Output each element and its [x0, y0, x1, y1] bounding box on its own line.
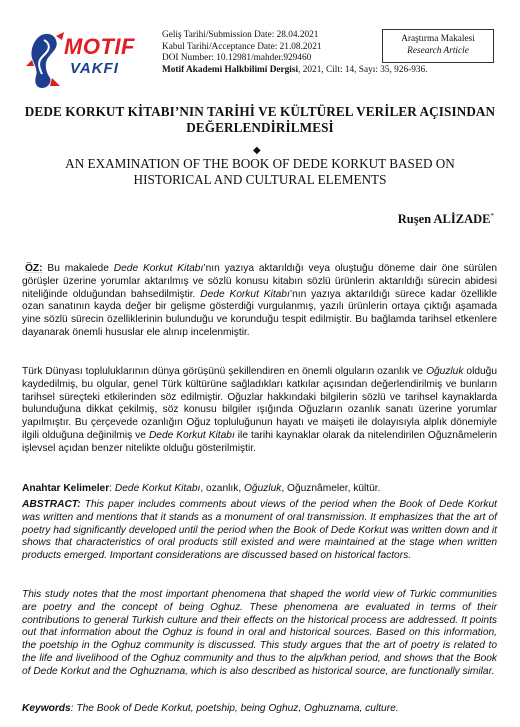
abstract-english-paragraph-1: [22, 499, 497, 563]
p2-book-title: Dede Korkut Kitabı: [148, 429, 235, 441]
keywords-tr-text: , Oğuznâmeler, kültür.: [281, 483, 381, 494]
article-type-en: Research Article: [407, 46, 469, 56]
p2-text: Türk Dünyası topluluklarının dünya görüşünü şekillendiren en önemli olguların ozanlık ve: [22, 366, 427, 377]
keywords-tr-text: :: [109, 483, 115, 494]
p2-text: ile tarihi kaynaklar olarak da nitelendirilen Oğuznâmelerin işlevsel açıdan benzer nitelikte olduğu gösterilmiştir.: [22, 429, 497, 454]
article-type-tr: Araştırma Makalesi: [401, 34, 475, 44]
keywords-en-label: Keywords: [22, 703, 71, 714]
abstract-english-paragraph-2: This study notes that the most important phenomena that shaped the world view of Turkic communities are poetry and the concept of being Oghuz. These phenomena are evaluated in terms of their contributions to general Turkish culture and their effects on the historical process are addressed. It points out that information about the Oghuz is found in oral and historical sources. Based on this information, the poetship in the Oghuz community is discussed. This study argues that the art of poetry is related to the life and livelihood of the Oghuz community and thus to the alp/khan period, and shows that the Book of Dede Korkut and the Oghuznama, which is also described as historical source, are functionally similar.: [22, 589, 497, 677]
title-turkish: [20, 104, 500, 135]
diamond-separator-icon: ◆: [253, 145, 261, 156]
author-name: [398, 212, 494, 227]
abstract-label: ABSTRACT:: [22, 499, 81, 510]
keywords-tr-text: Oğuzluk: [244, 483, 282, 494]
keywords-tr-text: Dede Korkut Kitabı: [114, 483, 201, 494]
abstract-turkish-paragraph-2: [22, 366, 497, 456]
doi-number: DOI Number: 10.12981/mahder.929460: [162, 53, 312, 64]
p2-oguzluk: Oğuzluk: [426, 366, 464, 377]
title-tr-line1: DEDE KORKUT KİTABI’NIN TARİHİ VE KÜLTÜREL VERİLER AÇISINDAN: [24, 104, 496, 119]
logo-vakfi-text: VAKFI: [70, 60, 119, 77]
title-en-line2: HISTORICAL AND CULTURAL ELEMENTS: [133, 171, 387, 187]
title-english: [20, 156, 500, 187]
oz-text: ’nın yazıya aktarıldığı sürece kadar özellikle ozan sanatının kayda değer bir gelişme gösterdiği vurgulanmış, yazılı ürünlerin ortaya çıktığı aşamada yine sözlü sürecin özelliklerinin bulunduğu ve korunduğu tespit edilmiştir. Bu bağlamda tarihsel etkenlere dayanarak önemli hususlar ele alınıp incelenmiştir.: [22, 288, 497, 338]
title-en-line1: AN EXAMINATION OF THE BOOK OF DEDE KORKUT BASED ON: [65, 156, 455, 171]
article-type-box: [382, 29, 494, 63]
oz-text: ’nın yazıya aktarıldığı veya oluştuğu döneme dair öne sürülen görüşler üzerine yorumlar aktarılmış ve sözlü konusu kitabın sözlü ürünlerin aktarıldığı sürecin abidesi niteliğinde olduğundan bahsedilmiştir.: [22, 263, 497, 300]
oz-text: Bu makalede: [42, 263, 114, 274]
keywords-tr-label: Anahtar Kelimeler: [22, 483, 110, 494]
keywords-en-text: : The Book of Dede Korkut, poetship, being Oghuz, Oghuznama, culture.: [70, 703, 399, 714]
oz-book-title: Dede Korkut Kitabı: [200, 288, 290, 300]
oz-label: ÖZ:: [25, 263, 43, 274]
abstract-text: This paper includes comments about views of the period when the Book of Dede Korkut was written and mentions that it stands as a monument of oral transmission. It emphasizes that the art of poetry had significantly developed until the period when the Book of Dede Korkut was written down and it shows that characteristics of oral products still existed and were maintained at the stage when written products emerged. Important considerations are discussed based on historical factors.: [22, 499, 497, 562]
abstract-turkish-paragraph-1: [22, 263, 497, 340]
p2-text: olduğu kaydedilmiş, bu olgular, genel Türk kültürüne sağladıkları katkılar açısından değerlendirilmiş ve bunların tarihsel süreçteki etkilerinden söz edilmiştir. Oğuzlar hakkındaki bilgilerin sözlü ve tarihsel kaynaklarda bulunduğuna dikkat çekilmiş, söz konusu bilgiler ışığında Oğuzların ozanlık sanatı üzerine yorumlar yapılmıştır. Bu çerçevede ozanlığın Oğuz topluluğunun hayatı ve maişeti ile dolayısıyla alplık dönemiyle ilgili olduğuna değinilmiş ve: [22, 366, 497, 441]
logo-motif-text: MOTIF: [64, 34, 135, 59]
author-name-text: Ruşen ALİZADE: [397, 212, 491, 227]
motif-vakfi-logo: [26, 30, 142, 92]
journal-name: Motif Akademi Halkbilimi Dergisi: [162, 64, 299, 75]
journal-volume: , 2021, Cilt: 14, Sayı: 35, 926-936.: [298, 64, 428, 75]
oz-book-title: Dede Korkut Kitabı: [113, 263, 204, 274]
keywords-turkish: [22, 483, 497, 496]
keywords-tr-text: , ozanlık,: [200, 483, 244, 494]
journal-citation: [162, 65, 428, 77]
keywords-english: [22, 703, 497, 716]
acceptance-date: Kabul Tarihi/Acceptance Date: 21.08.2021: [162, 41, 322, 52]
submission-date: Geliş Tarihi/Submission Date: 28.04.2021: [162, 30, 319, 40]
title-tr-line2: DEĞERLENDİRİLMESİ: [186, 119, 334, 135]
author-footnote-mark: *: [490, 212, 494, 220]
